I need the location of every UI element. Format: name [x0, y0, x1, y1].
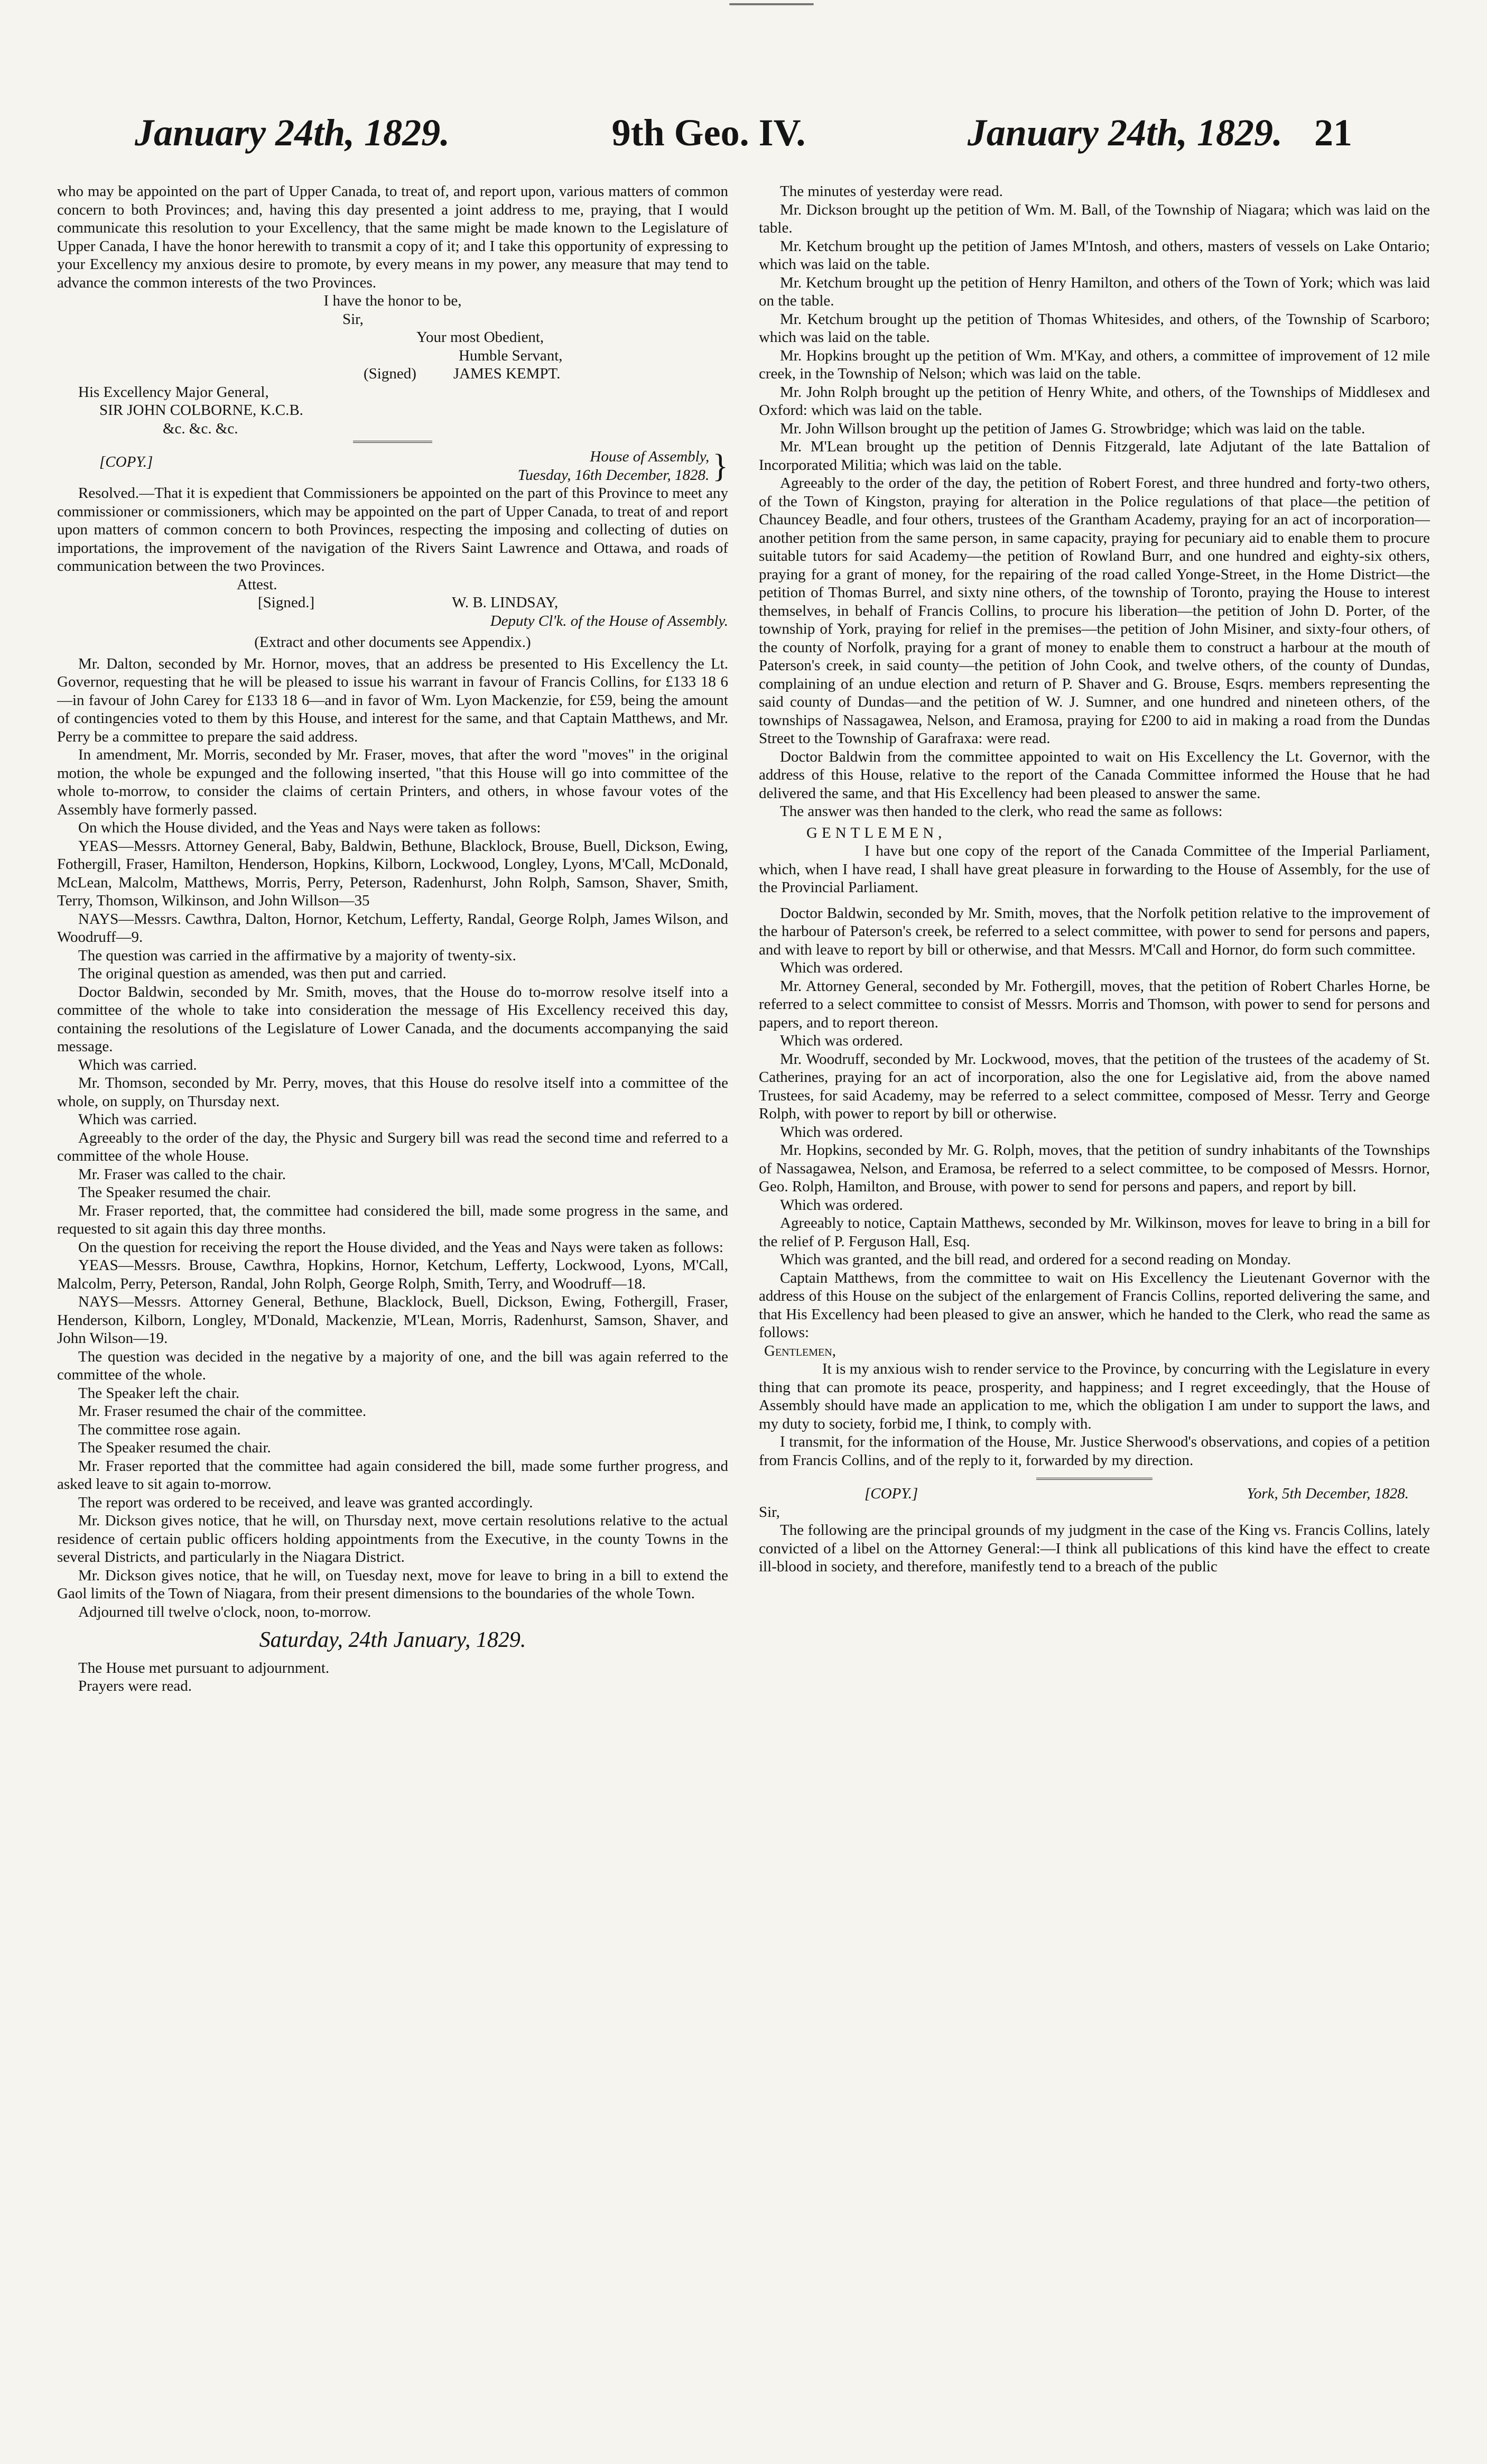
paragraph: The Speaker resumed the chair.	[78, 1184, 271, 1201]
paragraph: Captain Matthews, from the committee to wait on His Excellency the Lieutenant Governor with the address of this House on the subject of the enlargement of Francis Collins, reported delivering the same, and that His Excellency had been pleased to give an answer, which he handed to the Clerk, who read the same as follows:	[759, 1269, 1430, 1341]
top-mark	[729, 3, 814, 5]
paragraph: Mr. Dickson brought up the petition of Wm. M. Ball, of the Township of Niagara; which was laid on the table.	[759, 201, 1430, 236]
salutation: Sir,	[759, 1503, 780, 1521]
paragraph: Mr. Fraser reported, that, the committee had considered the bill, made some progress in the same, and requested to sit again this day three months.	[57, 1202, 728, 1237]
paragraph: I transmit, for the information of the House, Mr. Justice Sherwood's observations, and copies of a petition from Francis Collins, and of the reply to it, forwarded by my direction.	[759, 1433, 1430, 1469]
paragraph: The question was carried in the affirmative by a majority of twenty-six.	[78, 947, 516, 964]
paragraph: I have but one copy of the report of the Canada Committee of the Imperial Parliament, which, when I have read, I shall have great pleasure in forwarding to the House of Assembly, for the use of the Provincial Parliament.	[759, 842, 1430, 896]
right-column	[759, 182, 1430, 2448]
paragraph: The Speaker left the chair.	[78, 1384, 240, 1402]
closing-line: I have the honor to be,	[323, 292, 462, 309]
paragraph: It is my anxious wish to render service to the Province, by concurring with the Legislature in every thing that can promote its peace, prosperity, and happiness; and I regret exceedingly, that the House of Assembly should have made an application to me, which the obligation I am under to support the laws, and my duty to society, forbid me, I think, to comply with.	[759, 1360, 1430, 1432]
paragraph: Which was ordered.	[780, 1196, 903, 1214]
house-dateline	[518, 448, 728, 484]
salutation: Sir,	[342, 310, 364, 328]
header-left-date: January 24th, 1829.	[135, 112, 450, 154]
paragraph: Which was ordered.	[780, 959, 903, 976]
house-date: Tuesday, 16th December, 1828.	[517, 466, 710, 484]
paragraph: Mr. Hopkins brought up the petition of Wm. M'Kay, and others, a committee of improvement of 12 mile creek, in the Township of Nelson; which was laid on the table.	[759, 347, 1430, 382]
double-rule	[1036, 1478, 1153, 1481]
copy-heading	[57, 448, 728, 484]
paragraph: Mr. Dickson gives notice, that he will, on Tuesday next, move for leave to bring in a bill to extend the Gaol limits of the Town of Niagara, from their present dimensions to the boundaries of the whole Town.	[57, 1567, 728, 1602]
paragraph: Doctor Baldwin from the committee appointed to wait on His Excellency the Lt. Governor, with the address of this House, relative to the report of the Canada Committee informed the House that he had delivered the same, and that His Excellency had been pleased to answer the same.	[759, 748, 1430, 802]
paragraph: Mr. Fraser resumed the chair of the committee.	[78, 1403, 367, 1420]
house-of-assembly: House of Assembly,	[590, 448, 710, 465]
paragraph: Mr. Fraser reported that the committee had again considered the bill, made some further progress, and asked leave to sit again to-morrow.	[57, 1457, 728, 1493]
paragraph: The original question as amended, was then put and carried.	[78, 965, 447, 982]
paragraph: who may be appointed on the part of Upper Canada, to treat of, and report upon, various matters of common concern to both Provinces; and, having this day presented a joint address to me, praying, that I would communicate this resolution to your Excellency, that the same might be made known to the Legislature of Upper Canada, I have the honor herewith to transmit a copy of it; and I take this opportunity of expressing to your Excellency my anxious desire to promote, by every means in my power, any measure that may tend to advance the common interests of the two Provinces.	[57, 183, 728, 291]
signatory-name: W. B. LINDSAY,	[452, 594, 559, 611]
paragraph: Doctor Baldwin, seconded by Mr. Smith, moves, that the Norfolk petition relative to the improvement of the harbour of Paterson's creek, be referred to a select committee, with power to send for persons and papers, and with leave to report by bill or otherwise, and that Messrs. M'Call and Hornor, do form such committee.	[759, 904, 1430, 958]
paragraph: Mr. Dickson gives notice, that he will, on Thursday next, move certain resolutions relative to the actual residence of certain public officers holding appointments from the Executive, in the county Towns in the several Districts, and particularly in the Niagara District.	[57, 1512, 728, 1566]
double-rule	[353, 441, 432, 444]
paragraph: Mr. Dalton, seconded by Mr. Hornor, moves, that an address be presented to His Excellency the Lt. Governor, requesting that he will be pleased to issue his warrant in favour of Francis Collins, for £133 18 6—in favour of John Carey for £133 18 6—and in favor of Wm. Lyon Mackenzie, for £59, being the amount of contingencies voted to them by this House, and interest for the same, and that Captain Matthews, and Mr. Perry be a committee to prepare the said address.	[57, 655, 728, 745]
paragraph: YEAS—Messrs. Attorney General, Baby, Baldwin, Bethune, Blacklock, Brouse, Buell, Dickson, Ewing, Fothergill, Fraser, Hamilton, Henderson, Hopkins, Kilborn, Lockwood, Longley, Lyons, M'Call, McDonald, McLean, Malcolm, Matthews, Morris, Perry, Peterson, Radenhurst, John Rolph, Samson, Shaver, Smith, Terry, Thomson, Wilkinson, and John Willson—35	[57, 837, 728, 909]
paragraph: Mr. Hopkins, seconded by Mr. G. Rolph, moves, that the petition of sundry inhabitants of the Townships of Nassagawea, Nelson, and Eramosa, be referred to a select committee, to be composed of Messrs. Hornor, Geo. Rolph, Hamilton, and Brouse, with power to send for persons and papers, and report by bill.	[759, 1142, 1430, 1195]
paragraph: Mr. John Willson brought up the petition of James G. Strowbridge; which was laid on the table.	[780, 420, 1365, 437]
paragraph: Mr. Attorney General, seconded by Mr. Fothergill, moves, that the petition of Robert Charles Horne, be referred to a select committee to consist of Messrs. Morris and Thomson, with power to send for persons and papers, and to report thereon.	[759, 977, 1430, 1031]
attest-label: Attest.	[237, 576, 277, 593]
paragraph: On which the House divided, and the Yeas and Nays were taken as follows:	[78, 819, 541, 836]
page-number: 21	[1314, 112, 1352, 154]
paragraph: The House met pursuant to adjournment.	[78, 1659, 330, 1676]
paragraph: YEAS—Messrs. Brouse, Cawthra, Hopkins, Hornor, Ketchum, Lefferty, Lockwood, Lyons, M'Call, Malcolm, Perry, Peterson, Randal, John Rolph, George Rolph, Smith, Terry, and Woodruff—18.	[57, 1257, 728, 1292]
copy-label: [COPY.]	[865, 1485, 918, 1502]
paragraph: Mr. John Rolph brought up the petition of Henry White, and others, of the Townships of Middlesex and Oxford: which was laid on the table.	[759, 383, 1430, 419]
header-right	[968, 111, 1352, 155]
paragraph: Mr. Ketchum brought up the petition of Henry Hamilton, and others of the Town of York; which was laid on the table.	[759, 274, 1430, 309]
paragraph: Agreeably to notice, Captain Matthews, seconded by Mr. Wilkinson, moves for leave to bring in a bill for the relief of P. Ferguson Hall, Esq.	[759, 1215, 1430, 1250]
signatory-title: Deputy Cl'k. of the House of Assembly.	[490, 612, 728, 629]
signature-line	[57, 365, 728, 383]
header-reign: 9th Geo. IV.	[611, 112, 806, 154]
address-line: SIR JOHN COLBORNE, K.C.B.	[99, 402, 303, 419]
copy-heading	[759, 1485, 1430, 1503]
paragraph: In amendment, Mr. Morris, seconded by Mr. Fraser, moves, that after the word "moves" in the original motion, the whole be expunged and the following inserted, "that this House will go into committee of the whole to-morrow, to consider the claims of certain Printers, and others, in whose favour votes of the Assembly have formerly passed.	[57, 746, 728, 818]
paragraph: Resolved.—That it is expedient that Commissioners be appointed on the part of this Province to meet any commissioner or commissioners, which may be appointed on the part of Upper Canada, to treat of and report upon matters of common concern to both Provinces, respecting the imposing and collecting of duties on importations, the improvement of the navigation of the Rivers Saint Lawrence and Ottawa, and roads of communication between the two Provinces.	[57, 485, 728, 575]
paragraph: On the question for receiving the report the House divided, and the Yeas and Nays were taken as follows:	[78, 1238, 723, 1256]
paragraph: The following are the principal grounds of my judgment in the case of the King vs. Francis Collins, lately convicted of a libel on the Attorney General:—I think all publications of this kind have the effect to create ill-blood in society, and therefore, manifestly tend to a breach of the public	[759, 1522, 1430, 1575]
paragraph: The answer was then handed to the clerk, who read the same as follows:	[780, 803, 1223, 820]
paragraph: Mr. Fraser was called to the chair.	[78, 1165, 286, 1183]
header-right-date: January 24th, 1829.	[967, 112, 1282, 154]
address-line: &c. &c. &c.	[163, 420, 238, 437]
paragraph: Mr. M'Lean brought up the petition of Dennis Fitzgerald, late Adjutant of the late Battalion of Incorporated Militia; which was laid on the table.	[759, 438, 1430, 474]
left-column	[57, 182, 728, 2448]
paragraph: NAYS—Messrs. Cawthra, Dalton, Hornor, Ketchum, Lefferty, Randal, George Rolph, James Wilson, and Woodruff—9.	[57, 910, 728, 946]
paragraph: Agreeably to the order of the day, the Physic and Surgery bill was read the second time and referred to a committee of the whole House.	[57, 1129, 728, 1164]
paragraph: Which was ordered.	[780, 1032, 903, 1049]
closing-line: Humble Servant,	[459, 347, 563, 364]
paragraph: The Speaker resumed the chair.	[78, 1439, 271, 1456]
paragraph: The minutes of yesterday were read.	[780, 183, 1003, 200]
signed-label: [Signed.]	[258, 594, 315, 611]
salutation: Gentlemen,	[764, 1342, 836, 1359]
brace: }	[712, 448, 728, 484]
paragraph: Doctor Baldwin, seconded by Mr. Smith, moves, that the House do to-morrow resolve itself into a committee of the whole to take into consideration the message of His Excellency received this day, containing the resolutions of the Legislature of Lower Canada, and the documents accompanying the said message.	[57, 983, 728, 1055]
page-header	[135, 111, 1352, 155]
extract-note: (Extract and other documents see Appendix.)	[254, 634, 531, 651]
copy-label: [COPY.]	[99, 453, 153, 470]
paragraph: Which was carried.	[78, 1111, 197, 1128]
paragraph: The committee rose again.	[78, 1421, 241, 1438]
paragraph: Mr. Thomson, seconded by Mr. Perry, moves, that this House do resolve itself into a committee of the whole, on supply, on Thursday next.	[57, 1074, 728, 1110]
signatory-name: JAMES KEMPT.	[453, 365, 561, 382]
paragraph: Prayers were read.	[78, 1678, 192, 1695]
address-line: His Excellency Major General,	[78, 383, 269, 401]
closing-line: Your most Obedient,	[416, 329, 544, 346]
paragraph: Agreeably to the order of the day, the petition of Robert Forest, and three hundred and forty-two others, of the Town of Kingston, praying for alteration in the Police regulations of that place—the petition of Chauncey Beadle, and four others, trustees of the Grantham Academy, praying for an act of incorporation—another petition from the same person, in same capacity, praying for pecuniary aid to enable them to procure suitable tutors for said Academy—the petition of Rowland Burr, and one hundred and eighty-six others, praying for a grant of money, for the repairing of the road called Yonge-Street, in the Home District—the petition of Thomas Burrel, and sixty nine others, of the township of Toronto, praying the House to interest themselves, in behalf of Francis Collins, to procure his liberation—the petition of John D. Porter, of the township of York, praying for relief in the premises—the petition of John Misiner, and sixty-four others, of the county of Norfolk, praying for a grant of money to enable them to construct a harbour at the mouth of Paterson's creek, in said county—the petition of John Cook, and twelve others, of the county of Dundas, complaining of an undue election and return of P. Shaver and G. Brouse, Esqrs. members representing the said county of Dundas—and the petition of W. J. Sumner, and one hundred and nineteen others, of the townships of Nassagawea, Nelson, and Eramosa, praying for £200 to aid in making a road from the Dundas Street to the Township of Garafraxa: were read.	[759, 475, 1430, 747]
signature-line	[57, 594, 728, 612]
dateline: York, 5th December, 1828.	[1247, 1485, 1409, 1502]
paragraph: The report was ordered to be received, and leave was granted accordingly.	[78, 1494, 533, 1511]
paragraph: Adjourned till twelve o'clock, noon, to-morrow.	[78, 1603, 371, 1620]
paragraph: Mr. Ketchum brought up the petition of Thomas Whitesides, and others, of the Township of Scarboro; which was laid on the table.	[759, 310, 1430, 346]
paragraph: Which was granted, and the bill read, and ordered for a second reading on Monday.	[780, 1251, 1291, 1268]
signed-label: (Signed)	[364, 365, 416, 382]
day-heading: Saturday, 24th January, 1829.	[259, 1628, 526, 1652]
paragraph: Mr. Woodruff, seconded by Mr. Lockwood, moves, that the petition of the trustees of the academy of St. Catherines, praying for an act of incorporation, also the one for Legislative aid, from the above named Trustees, for said Academy, may be referred to a select committee, composed of Messr. Terry and George Rolph, with power to report by bill or otherwise.	[759, 1050, 1430, 1122]
salutation: GENTLEMEN,	[806, 824, 946, 841]
paragraph: Which was ordered.	[780, 1123, 903, 1141]
paragraph: NAYS—Messrs. Attorney General, Bethune, Blacklock, Buell, Dickson, Ewing, Fothergill, Fraser, Henderson, Kilborn, Longley, M'Donald, Mackenzie, M'Lean, Morris, Radenhurst, Samson, Shaver, and John Wilson—19.	[57, 1293, 728, 1347]
paragraph: Mr. Ketchum brought up the petition of James M'Intosh, and others, masters of vessels on Lake Ontario; which was laid on the table.	[759, 237, 1430, 273]
paragraph: Which was carried.	[78, 1056, 197, 1073]
paragraph: The question was decided in the negative by a majority of one, and the bill was again referred to the committee of the whole.	[57, 1348, 728, 1383]
